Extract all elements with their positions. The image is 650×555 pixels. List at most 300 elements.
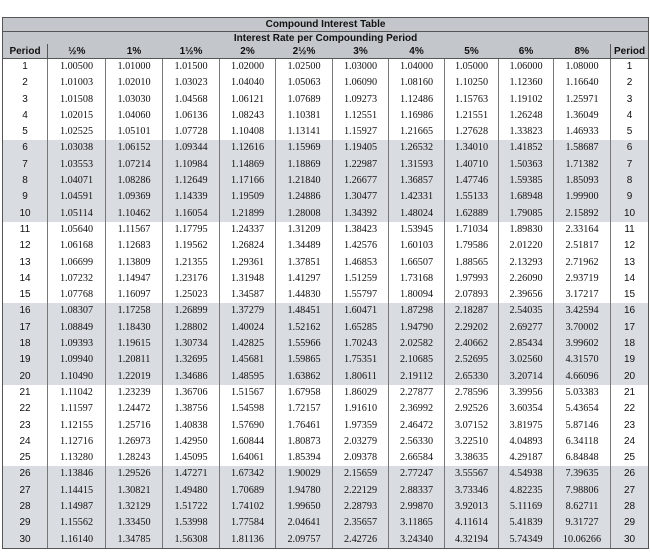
period-cell-right: 2 xyxy=(611,75,649,91)
table-body xyxy=(3,59,649,549)
factor-cell: 1.34587 xyxy=(220,287,276,303)
period-cell-left: 5 xyxy=(3,124,48,140)
rate-header: 4% xyxy=(389,44,445,59)
factor-cell: 2.71962 xyxy=(554,255,611,271)
factor-cell: 1.19562 xyxy=(163,238,220,254)
factor-cell: 1.54598 xyxy=(220,401,276,417)
factor-cell: 1.28008 xyxy=(276,206,333,222)
factor-cell: 1.36857 xyxy=(389,173,445,189)
factor-cell: 4.29187 xyxy=(499,450,554,466)
factor-cell: 1.23239 xyxy=(106,385,163,401)
factor-cell: 2.77247 xyxy=(389,466,445,482)
factor-cell: 1.11597 xyxy=(48,401,106,417)
factor-cell: 1.16054 xyxy=(163,206,220,222)
factor-cell: 2.03279 xyxy=(333,434,389,450)
factor-cell: 1.90029 xyxy=(276,466,333,482)
factor-cell: 2.65330 xyxy=(445,369,499,385)
rate-header: 2½% xyxy=(276,44,333,59)
period-cell-right: 1 xyxy=(611,59,649,76)
factor-cell: 1.05114 xyxy=(48,206,106,222)
factor-cell: 1.05101 xyxy=(106,124,163,140)
table-row xyxy=(3,124,649,140)
factor-cell: 2.18287 xyxy=(445,303,499,319)
period-cell-right: 10 xyxy=(611,206,649,222)
table-row xyxy=(3,189,649,205)
factor-cell: 1.58687 xyxy=(554,140,611,156)
factor-cell: 1.80094 xyxy=(389,287,445,303)
factor-cell: 3.92013 xyxy=(445,499,499,515)
factor-cell: 1.12551 xyxy=(333,108,389,124)
factor-cell: 1.10490 xyxy=(48,369,106,385)
factor-cell: 1.12486 xyxy=(389,92,445,108)
factor-cell: 1.13846 xyxy=(48,466,106,482)
table-row xyxy=(3,401,649,417)
table-row xyxy=(3,92,649,108)
factor-cell: 3.17217 xyxy=(554,287,611,303)
factor-cell: 1.10462 xyxy=(106,206,163,222)
period-cell-right: 24 xyxy=(611,434,649,450)
period-cell-right: 21 xyxy=(611,385,649,401)
factor-cell: 1.45681 xyxy=(220,352,276,368)
factor-cell: 1.30477 xyxy=(333,189,389,205)
factor-cell: 1.17258 xyxy=(106,303,163,319)
factor-cell: 2.66584 xyxy=(389,450,445,466)
factor-cell: 1.10408 xyxy=(220,124,276,140)
period-cell-right: 8 xyxy=(611,173,649,189)
factor-cell: 1.36049 xyxy=(554,108,611,124)
factor-cell: 1.88565 xyxy=(445,255,499,271)
factor-cell: 1.01508 xyxy=(48,92,106,108)
period-cell-right: 27 xyxy=(611,483,649,499)
period-cell-left: 15 xyxy=(3,287,48,303)
factor-cell: 6.34118 xyxy=(554,434,611,450)
factor-cell: 1.91610 xyxy=(333,401,389,417)
factor-cell: 1.57690 xyxy=(220,418,276,434)
factor-cell: 1.06152 xyxy=(106,140,163,156)
factor-cell: 1.64061 xyxy=(220,450,276,466)
factor-cell: 2.09757 xyxy=(276,532,333,549)
factor-cell: 1.60103 xyxy=(389,238,445,254)
factor-cell: 1.15927 xyxy=(333,124,389,140)
period-cell-left: 26 xyxy=(3,466,48,482)
factor-cell: 1.06699 xyxy=(48,255,106,271)
factor-cell: 1.76461 xyxy=(276,418,333,434)
factor-cell: 1.71034 xyxy=(445,222,499,238)
rate-header: ½% xyxy=(48,44,106,59)
factor-cell: 5.43654 xyxy=(554,401,611,417)
factor-cell: 1.67958 xyxy=(276,385,333,401)
period-cell-right: 23 xyxy=(611,418,649,434)
factor-cell: 1.38756 xyxy=(163,401,220,417)
factor-cell: 1.31948 xyxy=(220,271,276,287)
table-row xyxy=(3,418,649,434)
factor-cell: 1.25716 xyxy=(106,418,163,434)
period-header-right: Period xyxy=(611,44,649,59)
period-cell-right: 26 xyxy=(611,466,649,482)
table-row xyxy=(3,434,649,450)
compound-interest-table-container xyxy=(2,17,648,549)
factor-cell: 1.04000 xyxy=(389,59,445,76)
period-cell-right: 28 xyxy=(611,499,649,515)
factor-cell: 1.25971 xyxy=(554,92,611,108)
factor-cell: 6.84848 xyxy=(554,450,611,466)
factor-cell: 1.40024 xyxy=(220,320,276,336)
table-row xyxy=(3,206,649,222)
rate-header: 2% xyxy=(220,44,276,59)
factor-cell: 1.59865 xyxy=(276,352,333,368)
factor-cell: 1.07768 xyxy=(48,287,106,303)
factor-cell: 1.17166 xyxy=(220,173,276,189)
factor-cell: 1.03038 xyxy=(48,140,106,156)
period-cell-left: 23 xyxy=(3,418,48,434)
factor-cell: 1.06121 xyxy=(220,92,276,108)
factor-cell: 1.05640 xyxy=(48,222,106,238)
factor-cell: 1.32695 xyxy=(163,352,220,368)
factor-cell: 1.34785 xyxy=(106,532,163,549)
factor-cell: 1.06090 xyxy=(333,75,389,91)
factor-cell: 1.02015 xyxy=(48,108,106,124)
factor-cell: 1.62889 xyxy=(445,206,499,222)
factor-cell: 1.02525 xyxy=(48,124,106,140)
factor-cell: 1.15763 xyxy=(445,92,499,108)
factor-cell: 1.32129 xyxy=(106,499,163,515)
period-cell-right: 30 xyxy=(611,532,649,549)
factor-cell: 5.11169 xyxy=(499,499,554,515)
period-cell-right: 15 xyxy=(611,287,649,303)
factor-cell: 1.55797 xyxy=(333,287,389,303)
factor-cell: 1.42576 xyxy=(333,238,389,254)
factor-cell: 1.94780 xyxy=(276,483,333,499)
factor-cell: 1.09273 xyxy=(333,92,389,108)
factor-cell: 3.20714 xyxy=(499,369,554,385)
period-cell-right: 13 xyxy=(611,255,649,271)
factor-cell: 1.48595 xyxy=(220,369,276,385)
factor-cell: 1.11567 xyxy=(106,222,163,238)
factor-cell: 1.14987 xyxy=(48,499,106,515)
factor-cell: 1.60844 xyxy=(220,434,276,450)
factor-cell: 1.08000 xyxy=(554,59,611,76)
rate-header: 1% xyxy=(106,44,163,59)
factor-cell: 1.66507 xyxy=(389,255,445,271)
factor-cell: 2.15892 xyxy=(554,206,611,222)
table-row xyxy=(3,303,649,319)
rate-header: 3% xyxy=(333,44,389,59)
factor-cell: 2.99870 xyxy=(389,499,445,515)
factor-cell: 1.19509 xyxy=(220,189,276,205)
period-cell-left: 2 xyxy=(3,75,48,91)
table-row xyxy=(3,59,649,76)
factor-cell: 1.16097 xyxy=(106,287,163,303)
period-cell-left: 12 xyxy=(3,238,48,254)
factor-cell: 3.38635 xyxy=(445,450,499,466)
factor-cell: 1.21551 xyxy=(445,108,499,124)
period-cell-left: 14 xyxy=(3,271,48,287)
factor-cell: 1.34010 xyxy=(445,140,499,156)
factor-cell: 1.16640 xyxy=(554,75,611,91)
factor-cell: 1.99650 xyxy=(276,499,333,515)
period-cell-right: 29 xyxy=(611,515,649,531)
factor-cell: 4.54938 xyxy=(499,466,554,482)
factor-cell: 1.51259 xyxy=(333,271,389,287)
factor-cell: 1.37279 xyxy=(220,303,276,319)
factor-cell: 1.22987 xyxy=(333,157,389,173)
factor-cell: 10.06266 xyxy=(554,532,611,549)
factor-cell: 1.06168 xyxy=(48,238,106,254)
factor-cell: 4.82235 xyxy=(499,483,554,499)
factor-cell: 5.87146 xyxy=(554,418,611,434)
factor-cell: 1.45095 xyxy=(163,450,220,466)
factor-cell: 1.02010 xyxy=(106,75,163,91)
factor-cell: 4.31570 xyxy=(554,352,611,368)
factor-cell: 3.39956 xyxy=(499,385,554,401)
factor-cell: 1.48451 xyxy=(276,303,333,319)
factor-cell: 1.08286 xyxy=(106,173,163,189)
factor-cell: 2.51817 xyxy=(554,238,611,254)
period-cell-left: 8 xyxy=(3,173,48,189)
factor-cell: 1.99900 xyxy=(554,189,611,205)
factor-cell: 1.15562 xyxy=(48,515,106,531)
factor-cell: 1.63862 xyxy=(276,369,333,385)
factor-cell: 2.46472 xyxy=(389,418,445,434)
factor-cell: 5.74349 xyxy=(499,532,554,549)
factor-cell: 3.42594 xyxy=(554,303,611,319)
factor-cell: 1.10250 xyxy=(445,75,499,91)
factor-cell: 1.24472 xyxy=(106,401,163,417)
factor-cell: 2.28793 xyxy=(333,499,389,515)
table-row xyxy=(3,385,649,401)
factor-cell: 2.01220 xyxy=(499,238,554,254)
factor-cell: 1.80873 xyxy=(276,434,333,450)
factor-cell: 1.42825 xyxy=(220,336,276,352)
factor-cell: 1.80611 xyxy=(333,369,389,385)
factor-cell: 2.09378 xyxy=(333,450,389,466)
factor-cell: 1.38423 xyxy=(333,222,389,238)
period-cell-right: 17 xyxy=(611,320,649,336)
factor-cell: 3.02560 xyxy=(499,352,554,368)
factor-cell: 1.49480 xyxy=(163,483,220,499)
factor-cell: 8.62711 xyxy=(554,499,611,515)
factor-cell: 2.56330 xyxy=(389,434,445,450)
period-cell-right: 11 xyxy=(611,222,649,238)
factor-cell: 1.46853 xyxy=(333,255,389,271)
factor-cell: 9.31727 xyxy=(554,515,611,531)
factor-cell: 2.88337 xyxy=(389,483,445,499)
period-cell-left: 21 xyxy=(3,385,48,401)
factor-cell: 5.03383 xyxy=(554,385,611,401)
factor-cell: 1.03030 xyxy=(106,92,163,108)
table-row xyxy=(3,352,649,368)
factor-cell: 1.50363 xyxy=(499,157,554,173)
factor-cell: 7.98806 xyxy=(554,483,611,499)
factor-cell: 1.48024 xyxy=(389,206,445,222)
factor-cell: 1.03023 xyxy=(163,75,220,91)
period-cell-right: 4 xyxy=(611,108,649,124)
factor-cell: 1.77584 xyxy=(220,515,276,531)
factor-cell: 1.02000 xyxy=(220,59,276,76)
factor-cell: 1.97359 xyxy=(333,418,389,434)
factor-cell: 2.42726 xyxy=(333,532,389,549)
factor-cell: 1.23176 xyxy=(163,271,220,287)
period-cell-right: 9 xyxy=(611,189,649,205)
factor-cell: 4.32194 xyxy=(445,532,499,549)
factor-cell: 1.17795 xyxy=(163,222,220,238)
period-cell-left: 6 xyxy=(3,140,48,156)
table-row xyxy=(3,75,649,91)
factor-cell: 1.14415 xyxy=(48,483,106,499)
period-cell-left: 3 xyxy=(3,92,48,108)
period-cell-right: 6 xyxy=(611,140,649,156)
period-cell-left: 10 xyxy=(3,206,48,222)
factor-cell: 4.66096 xyxy=(554,369,611,385)
factor-cell: 1.85394 xyxy=(276,450,333,466)
factor-cell: 1.19102 xyxy=(499,92,554,108)
factor-cell: 1.22019 xyxy=(106,369,163,385)
period-cell-left: 11 xyxy=(3,222,48,238)
factor-cell: 1.04040 xyxy=(220,75,276,91)
factor-cell: 2.85434 xyxy=(499,336,554,352)
factor-cell: 1.40710 xyxy=(445,157,499,173)
factor-cell: 1.59385 xyxy=(499,173,554,189)
factor-cell: 1.26677 xyxy=(333,173,389,189)
table-subtitle: Interest Rate per Compounding Period xyxy=(3,32,649,45)
factor-cell: 1.60471 xyxy=(333,303,389,319)
period-cell-right: 19 xyxy=(611,352,649,368)
factor-cell: 1.25023 xyxy=(163,287,220,303)
factor-cell: 2.29202 xyxy=(445,320,499,336)
factor-cell: 1.52162 xyxy=(276,320,333,336)
factor-cell: 2.19112 xyxy=(389,369,445,385)
factor-cell: 2.33164 xyxy=(554,222,611,238)
factor-cell: 1.05063 xyxy=(276,75,333,91)
table-row xyxy=(3,336,649,352)
table-row xyxy=(3,466,649,482)
factor-cell: 1.16986 xyxy=(389,108,445,124)
factor-cell: 1.14947 xyxy=(106,271,163,287)
factor-cell: 1.24337 xyxy=(220,222,276,238)
factor-cell: 1.37851 xyxy=(276,255,333,271)
factor-cell: 1.70689 xyxy=(220,483,276,499)
factor-cell: 1.10381 xyxy=(276,108,333,124)
table-row xyxy=(3,483,649,499)
table-row xyxy=(3,369,649,385)
factor-cell: 1.97993 xyxy=(445,271,499,287)
factor-cell: 1.01003 xyxy=(48,75,106,91)
table-row xyxy=(3,271,649,287)
factor-cell: 1.12683 xyxy=(106,238,163,254)
factor-cell: 1.47271 xyxy=(163,466,220,482)
factor-cell: 1.09940 xyxy=(48,352,106,368)
factor-cell: 1.04591 xyxy=(48,189,106,205)
factor-cell: 1.06136 xyxy=(163,108,220,124)
factor-cell: 2.78596 xyxy=(445,385,499,401)
factor-cell: 1.12360 xyxy=(499,75,554,91)
factor-cell: 2.40662 xyxy=(445,336,499,352)
factor-cell: 1.26973 xyxy=(106,434,163,450)
factor-cell: 1.28802 xyxy=(163,320,220,336)
factor-cell: 1.71382 xyxy=(554,157,611,173)
factor-cell: 3.70002 xyxy=(554,320,611,336)
factor-cell: 1.08243 xyxy=(220,108,276,124)
rate-header: 1½% xyxy=(163,44,220,59)
factor-cell: 3.99602 xyxy=(554,336,611,352)
factor-cell: 1.01500 xyxy=(163,59,220,76)
factor-cell: 1.04071 xyxy=(48,173,106,189)
period-cell-left: 4 xyxy=(3,108,48,124)
factor-cell: 1.33823 xyxy=(499,124,554,140)
factor-cell: 1.15969 xyxy=(276,140,333,156)
period-cell-right: 3 xyxy=(611,92,649,108)
factor-cell: 3.73346 xyxy=(445,483,499,499)
factor-cell: 1.51567 xyxy=(220,385,276,401)
factor-cell: 2.27877 xyxy=(389,385,445,401)
factor-cell: 1.34392 xyxy=(333,206,389,222)
factor-cell: 1.21355 xyxy=(163,255,220,271)
factor-cell: 1.14339 xyxy=(163,189,220,205)
factor-cell: 1.11042 xyxy=(48,385,106,401)
factor-cell: 1.31593 xyxy=(389,157,445,173)
factor-cell: 2.69277 xyxy=(499,320,554,336)
factor-cell: 1.81136 xyxy=(220,532,276,549)
table-row xyxy=(3,173,649,189)
factor-cell: 1.53998 xyxy=(163,515,220,531)
factor-cell: 1.86029 xyxy=(333,385,389,401)
period-cell-right: 20 xyxy=(611,369,649,385)
factor-cell: 1.41852 xyxy=(499,140,554,156)
period-cell-left: 16 xyxy=(3,303,48,319)
factor-cell: 1.07728 xyxy=(163,124,220,140)
factor-cell: 1.47746 xyxy=(445,173,499,189)
factor-cell: 1.33450 xyxy=(106,515,163,531)
period-cell-right: 14 xyxy=(611,271,649,287)
factor-cell: 2.39656 xyxy=(499,287,554,303)
factor-cell: 3.60354 xyxy=(499,401,554,417)
factor-cell: 1.08849 xyxy=(48,320,106,336)
factor-cell: 5.41839 xyxy=(499,515,554,531)
table-row xyxy=(3,238,649,254)
factor-cell: 1.26824 xyxy=(220,238,276,254)
factor-cell: 1.67342 xyxy=(220,466,276,482)
factor-cell: 1.05000 xyxy=(445,59,499,76)
factor-cell: 1.06000 xyxy=(499,59,554,76)
factor-cell: 1.28243 xyxy=(106,450,163,466)
factor-cell: 1.13809 xyxy=(106,255,163,271)
factor-cell: 1.03000 xyxy=(333,59,389,76)
period-cell-right: 12 xyxy=(611,238,649,254)
period-cell-left: 27 xyxy=(3,483,48,499)
factor-cell: 1.09393 xyxy=(48,336,106,352)
factor-cell: 1.30821 xyxy=(106,483,163,499)
factor-cell: 2.35657 xyxy=(333,515,389,531)
period-cell-right: 18 xyxy=(611,336,649,352)
factor-cell: 1.07689 xyxy=(276,92,333,108)
factor-cell: 1.19405 xyxy=(333,140,389,156)
factor-cell: 1.85093 xyxy=(554,173,611,189)
table-row xyxy=(3,320,649,336)
factor-cell: 4.11614 xyxy=(445,515,499,531)
factor-cell: 3.55567 xyxy=(445,466,499,482)
factor-cell: 2.26090 xyxy=(499,271,554,287)
factor-cell: 2.93719 xyxy=(554,271,611,287)
factor-cell: 1.29361 xyxy=(220,255,276,271)
period-cell-left: 7 xyxy=(3,157,48,173)
factor-cell: 1.24886 xyxy=(276,189,333,205)
factor-cell: 1.34489 xyxy=(276,238,333,254)
factor-cell: 3.24340 xyxy=(389,532,445,549)
factor-cell: 2.22129 xyxy=(333,483,389,499)
factor-cell: 1.19615 xyxy=(106,336,163,352)
factor-cell: 1.09369 xyxy=(106,189,163,205)
factor-cell: 1.68948 xyxy=(499,189,554,205)
